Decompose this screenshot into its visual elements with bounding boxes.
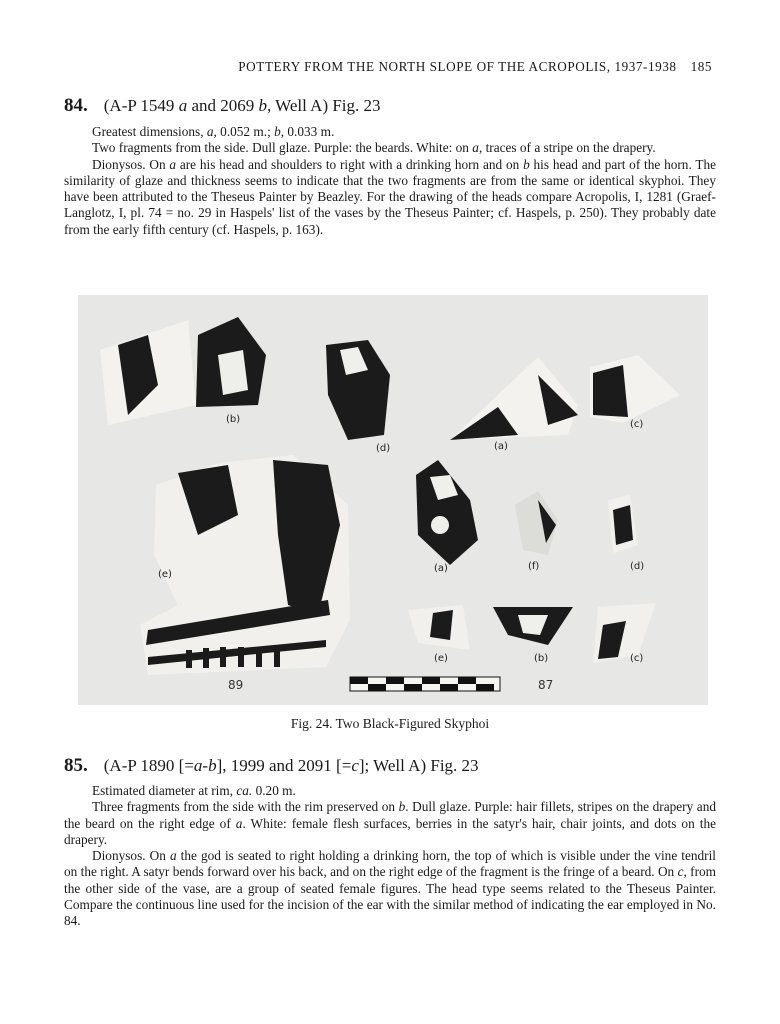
fragment-d-mid xyxy=(608,495,638,553)
plate-number-left: 89 xyxy=(228,678,244,692)
label-d-top: (d) xyxy=(376,443,391,454)
plate-number-right: 87 xyxy=(538,678,554,692)
fragment-e-large xyxy=(140,455,350,675)
heading-italic: c xyxy=(351,756,359,775)
pottery-fragments-photo xyxy=(78,295,708,705)
heading-text: (A-P 1549 xyxy=(103,96,179,115)
fragment-e-low xyxy=(408,605,470,650)
scale-bar xyxy=(350,677,500,691)
heading-italic: a xyxy=(178,96,188,115)
figure-plate xyxy=(78,295,708,705)
heading-italic: a-b xyxy=(193,756,217,775)
entry-number: 84. xyxy=(64,95,88,116)
running-head-title: POTTERY FROM THE NORTH SLOPE OF THE ACROPOLIS, 1937-1938 xyxy=(238,59,677,74)
heading-text: ]; Well A) Fig. 23 xyxy=(358,756,479,775)
label-a-top: (a) xyxy=(494,441,508,452)
dimensions-paragraph: Estimated diameter at rim, ca. 0.20 m. xyxy=(92,783,296,798)
label-f-mid: (f) xyxy=(528,561,540,572)
description-paragraph: Three fragments from the side with the rim preserved on b. Dull glaze. Purple: hair fillets, stripes on the drapery and the beard on the right edge of a. White: female flesh surfaces, berries in the satyr's hair, chair joints, and dots on the drapery. xyxy=(64,799,716,847)
label-a-mid: (a) xyxy=(434,563,448,574)
entry-number: 85. xyxy=(64,755,88,776)
fragment-c-low xyxy=(593,603,656,663)
heading-text: ], 1999 and 2091 [= xyxy=(216,756,352,775)
subject-paragraph: Dionysos. On a the god is seated to right holding a drinking horn, the top of which is visible under the vine tendril on the right. A satyr bends forward over his back, and on the right edge of the fragment is the fringe of a beard. On c, from the other side of the vase, are a group of seated female figures. The head type seems related to the Theseus Painter. Compare the continuous line used for the incision of the ear with the similar method of indicating the ear employed in No. 84. xyxy=(64,848,716,929)
fragment-c-top xyxy=(590,355,680,423)
subject-paragraph: Dionysos. On a are his head and shoulders to right with a drinking horn and on b his head and part of the horn. The similarity of glaze and thickness seems to indicate that the two fragments are from the same or identical skyphoi. They have been attributed to the Theseus Painter by Beazley. For the drawing of the heads compare Acropolis, I, 1281 (Graef-Langlotz, I, pl. 74 = no. 29 in Haspels' list of the vases by the Theseus Painter; cf. Haspels, p. 250). They probably date from the early fifth century (cf. Haspels, p. 163). xyxy=(64,156,716,237)
heading-text: , Well A) Fig. 23 xyxy=(266,96,381,115)
entry-85-body xyxy=(64,783,716,930)
label-e-low: (e) xyxy=(434,653,448,664)
heading-text: and 2069 xyxy=(187,96,259,115)
fragment-b-low xyxy=(493,607,573,645)
fragment-a-top xyxy=(450,357,578,440)
fragment-a-mid xyxy=(416,460,478,565)
label-b-low: (b) xyxy=(534,653,549,664)
label-c-low: (c) xyxy=(630,653,644,664)
heading-italic: b xyxy=(258,96,267,115)
fragment-f-mid xyxy=(515,491,558,555)
entry-84-body xyxy=(64,124,716,238)
entry-84-heading xyxy=(64,95,381,117)
fragment-b-top xyxy=(100,317,266,425)
entry-85-heading xyxy=(64,755,479,777)
dimensions-paragraph: Greatest dimensions, a, 0.052 m.; b, 0.033 m. xyxy=(92,124,335,139)
label-e-left: (e) xyxy=(158,569,172,580)
description-paragraph: Two fragments from the side. Dull glaze. Purple: the beards. White: on a, traces of a stripe on the drapery. xyxy=(92,140,656,156)
heading-text: (A-P 1890 [= xyxy=(103,756,194,775)
figure-caption: Fig. 24. Two Black-Figured Skyphoi xyxy=(290,716,490,731)
label-b-top: (b) xyxy=(226,414,241,425)
fragment-d-top xyxy=(326,340,390,440)
running-head xyxy=(0,59,712,75)
label-d-mid: (d) xyxy=(630,561,645,572)
page-number: 185 xyxy=(690,59,712,74)
label-c-top: (c) xyxy=(630,419,644,430)
